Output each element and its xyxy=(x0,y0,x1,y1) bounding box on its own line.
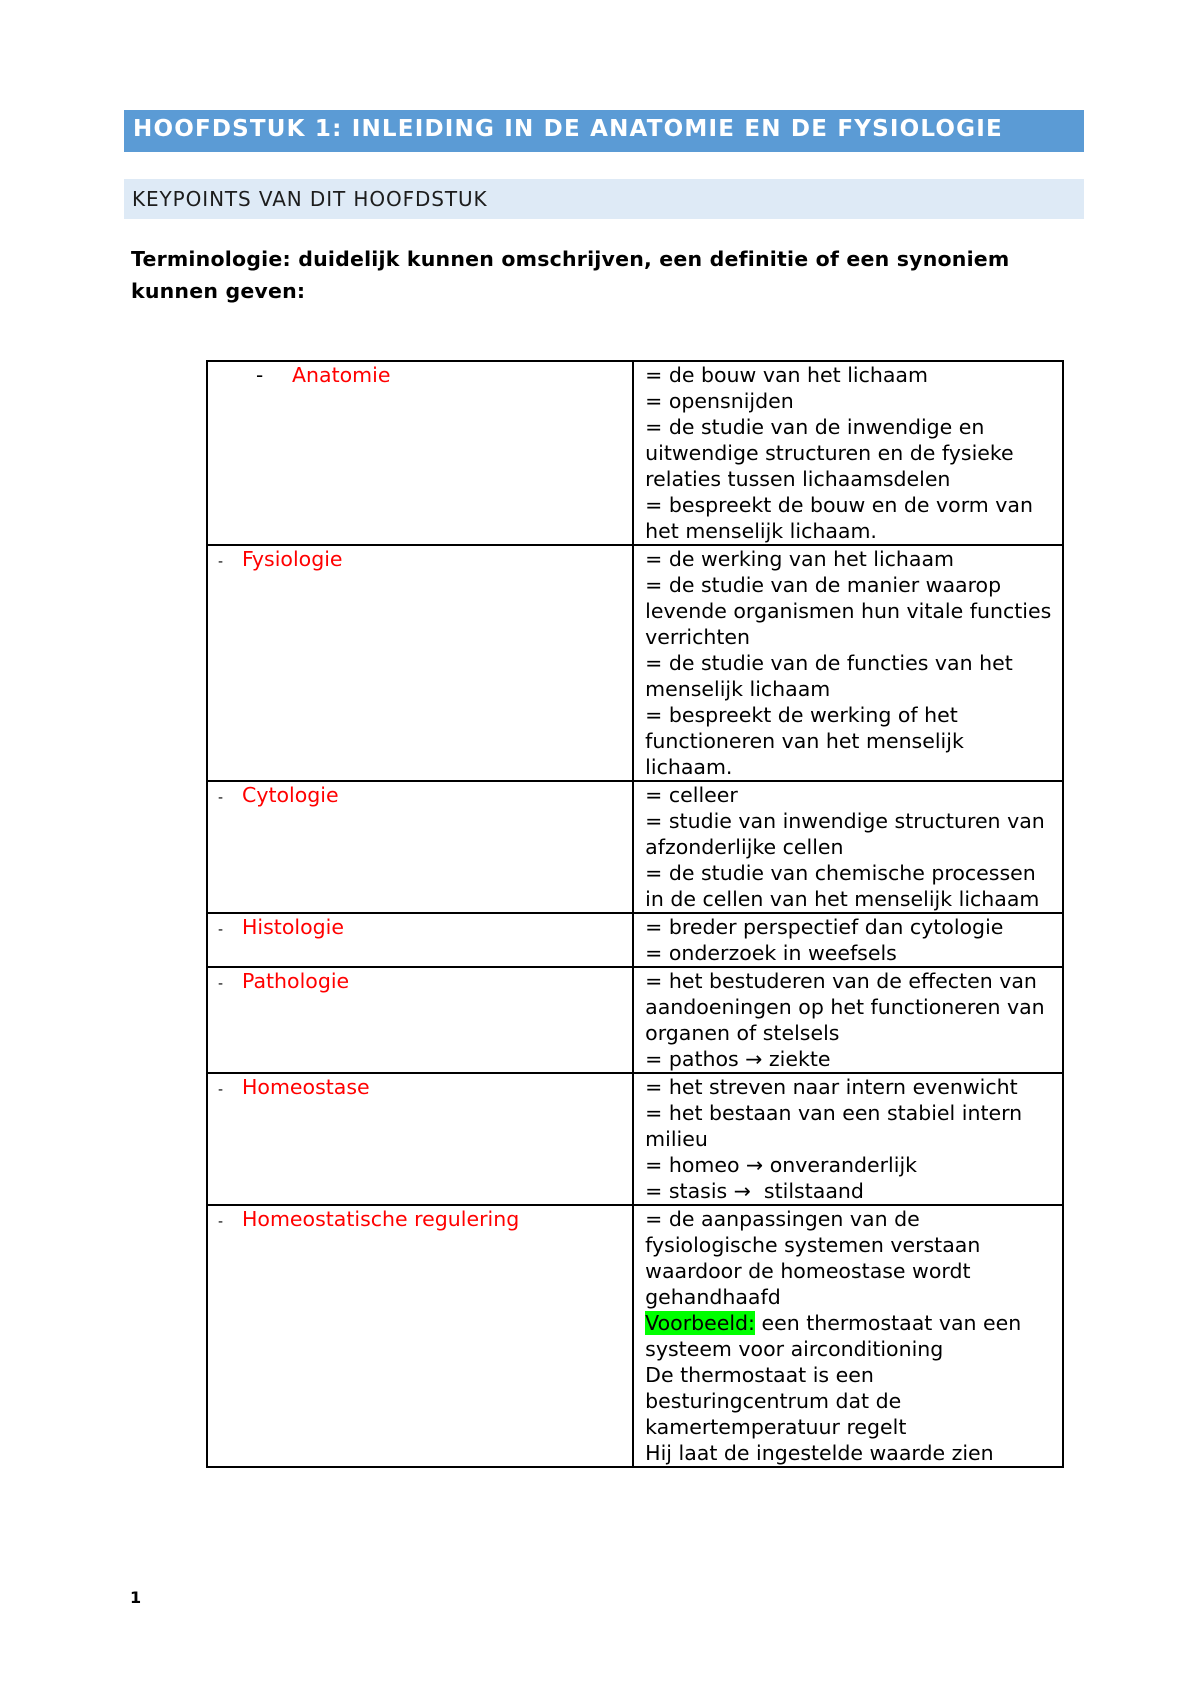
definition-line: = de werking van het lichaam xyxy=(645,547,955,571)
term-cell xyxy=(207,781,633,913)
page-number: 1 xyxy=(130,1588,142,1607)
list-dash: - xyxy=(218,1082,224,1098)
list-dash: - xyxy=(218,922,224,938)
term-cell xyxy=(207,913,633,967)
terminology-table xyxy=(206,360,1064,1468)
term-cell xyxy=(207,967,633,1073)
term-label: Pathologie xyxy=(242,969,350,993)
list-dash: - xyxy=(218,976,224,992)
list-dash: - xyxy=(256,363,264,387)
term-label: Histologie xyxy=(242,915,344,939)
definition-line: = het bestaan van een stabiel intern milieu xyxy=(645,1101,1029,1151)
term-label: Anatomie xyxy=(292,363,391,387)
term-label: Fysiologie xyxy=(242,547,343,571)
definition-line: = studie van inwendige structuren van afzonderlijke cellen xyxy=(645,809,1052,859)
table-row xyxy=(207,1073,1063,1205)
definition-line: = bespreekt de bouw en de vorm van het menselijk lichaam. xyxy=(645,493,1040,543)
term-label: Homeostase xyxy=(242,1075,370,1099)
term-cell xyxy=(207,1073,633,1205)
example-text: een thermostaat van een systeem voor airconditioning xyxy=(645,1311,1028,1361)
table-row xyxy=(207,781,1063,913)
chapter-title: HOOFDSTUK 1: INLEIDING IN DE ANATOMIE EN DE FYSIOLOGIE xyxy=(124,110,1084,152)
example-highlight: Voorbeeld: xyxy=(645,1311,755,1335)
definition-line: = de bouw van het lichaam xyxy=(645,363,928,387)
definition-line: = de studie van de manier waarop levende organismen hun vitale functies verrichten xyxy=(645,573,1058,649)
definition-line: = stasis → stilstaand xyxy=(645,1179,864,1203)
definition-cell xyxy=(633,1073,1063,1205)
table-row xyxy=(207,967,1063,1073)
definition-cell xyxy=(633,545,1063,781)
table-row xyxy=(207,361,1063,545)
definition-line: Hij laat de ingestelde waarde zien xyxy=(645,1441,994,1465)
example-line xyxy=(645,1310,1052,1362)
definition-line: = de studie van chemische processen in de cellen van het menselijk lichaam xyxy=(645,861,1043,911)
term-label: Homeostatische regulering xyxy=(242,1207,520,1231)
definition-line: = onderzoek in weefsels xyxy=(645,941,897,965)
table-row xyxy=(207,545,1063,781)
definition-cell xyxy=(633,361,1063,545)
term-label: Cytologie xyxy=(242,783,339,807)
definition-cell xyxy=(633,1205,1063,1467)
definition-line: = homeo → onveranderlijk xyxy=(645,1153,918,1177)
definition-line: = breder perspectief dan cytologie xyxy=(645,915,1004,939)
term-cell xyxy=(207,545,633,781)
definition-line: = pathos → ziekte xyxy=(645,1047,831,1071)
list-dash: - xyxy=(218,790,224,806)
table-row xyxy=(207,1205,1063,1467)
definition-line: = opensnijden xyxy=(645,389,794,413)
intro-text: Terminologie: duidelijk kunnen omschrijven, een definitie of een synoniem kunnen geven: xyxy=(131,247,1010,303)
term-cell xyxy=(207,1205,633,1467)
definition-cell xyxy=(633,913,1063,967)
definition-cell xyxy=(633,967,1063,1073)
list-dash: - xyxy=(218,554,224,570)
definition-line: = het bestuderen van de effecten van aandoeningen op het functioneren van organen of stelsels xyxy=(645,969,1052,1045)
table-row xyxy=(207,913,1063,967)
definition-line: = bespreekt de werking of het functioneren van het menselijk lichaam. xyxy=(645,703,971,779)
definition-line: = de studie van de inwendige en uitwendige structuren en de fysieke relaties tussen lichaamsdelen xyxy=(645,415,1021,491)
definition-line: = de aanpassingen van de fysiologische systemen verstaan waardoor de homeostase wordt gehandhaafd xyxy=(645,1207,987,1309)
list-dash: - xyxy=(218,1214,224,1230)
definition-line: De thermostaat is een besturingcentrum dat de kamertemperatuur regelt xyxy=(645,1363,908,1439)
definition-line: = het streven naar intern evenwicht xyxy=(645,1075,1018,1099)
term-cell xyxy=(207,361,633,545)
definition-line: = celleer xyxy=(645,783,738,807)
section-subtitle: KEYPOINTS VAN DIT HOOFDSTUK xyxy=(124,179,1084,219)
definition-line: = de studie van de functies van het menselijk lichaam xyxy=(645,651,1020,701)
definition-cell xyxy=(633,781,1063,913)
